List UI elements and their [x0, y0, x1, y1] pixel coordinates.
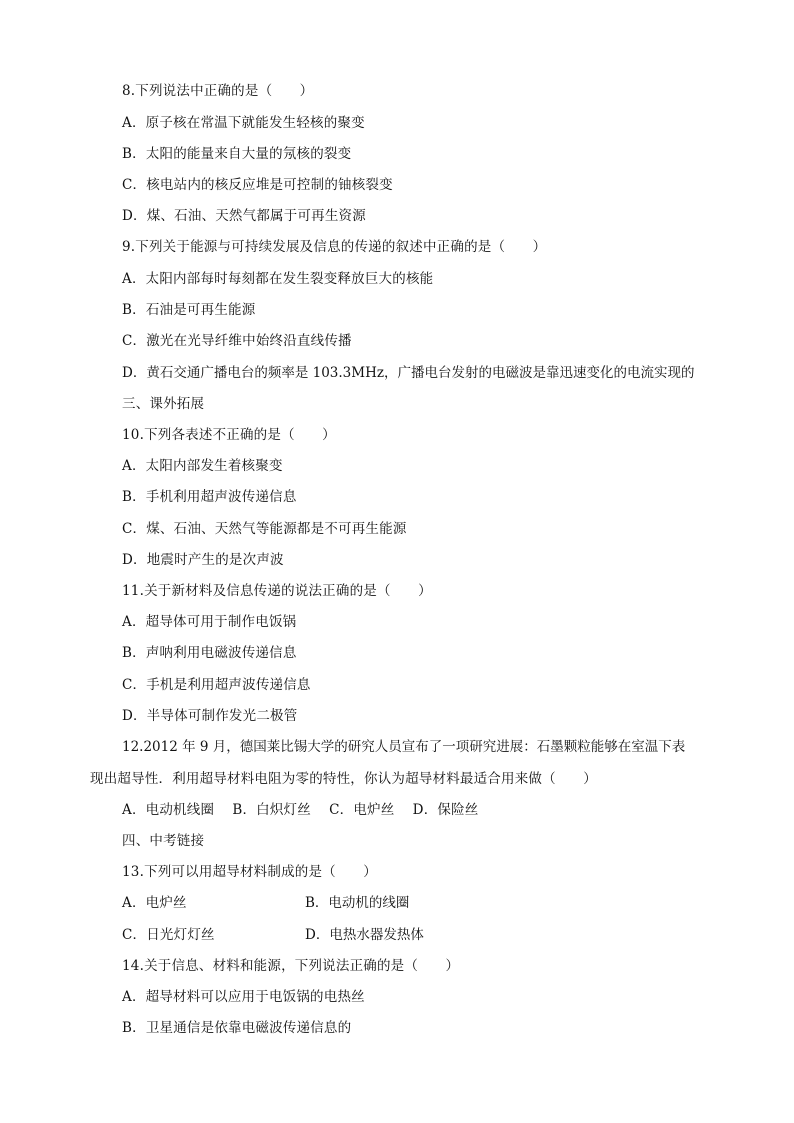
question-8-option-d: D．煤、石油、天然气都属于可再生资源: [122, 208, 366, 224]
question-13-option-c: C．日光灯灯丝: [122, 927, 215, 943]
section-3-heading: 三、课外拓展: [122, 396, 205, 412]
question-13-stem: 13.下列可以用超导材料制成的是（ ）: [122, 864, 377, 880]
section-4-heading: 四、中考链接: [122, 833, 205, 849]
question-14-option-a: A．超导材料可以应用于电饭锅的电热丝: [122, 989, 365, 1005]
question-8-stem: 8.下列说法中正确的是（ ）: [122, 83, 314, 99]
question-10-option-c: C．煤、石油、天然气等能源都是不可再生能源: [122, 521, 407, 537]
question-14-stem: 14.关于信息、材料和能源，下列说法正确的是（ ）: [122, 958, 460, 974]
question-12-stem-line-1: 12.2012 年 9 月，德国莱比锡大学的研究人员宣布了一项研究进展：石墨颗粒能够在室温下表: [122, 739, 686, 755]
question-8-option-a: A．原子核在常温下就能发生轻核的聚变: [122, 115, 365, 131]
question-11-option-a: A．超导体可用于制作电饭锅: [122, 614, 297, 630]
question-8-option-c: C．核电站内的核反应堆是可控制的铀核裂变: [122, 177, 393, 193]
question-12-stem-line-2: 现出超导性．利用超导材料电阻为零的特性，你认为超导材料最适合用来做（ ）: [90, 771, 597, 787]
question-14-option-b: B．卫星通信是依靠电磁波传递信息的: [122, 1020, 352, 1036]
question-9-stem: 9.下列关于能源与可持续发展及信息的传递的叙述中正确的是（ ）: [122, 239, 547, 255]
question-10-option-d: D．地震时产生的是次声波: [122, 552, 284, 568]
question-11-option-d: D．半导体可制作发光二极管: [122, 708, 298, 724]
question-8-option-b: B．太阳的能量来自大量的氖核的裂变: [122, 146, 352, 162]
question-13-option-a: A．电炉丝: [122, 895, 187, 911]
question-13-option-b: B．电动机的线圈: [305, 895, 410, 911]
question-11-stem: 11.关于新材料及信息传递的说法正确的是（ ）: [122, 583, 432, 599]
question-13-option-d: D．电热水器发热体: [305, 927, 424, 943]
question-11-option-b: B．声呐利用电磁波传递信息: [122, 645, 297, 661]
question-10-option-b: B．手机利用超声波传递信息: [122, 489, 297, 505]
question-9-option-c: C．激光在光导纤维中始终沿直线传播: [122, 333, 352, 349]
question-10-stem: 10.下列各表述不正确的是（ ）: [122, 427, 336, 443]
question-10-option-a: A．太阳内部发生着核聚变: [122, 458, 283, 474]
question-11-option-c: C．手机是利用超声波传递信息: [122, 677, 311, 693]
question-12-options: A．电动机线圈 B．白炽灯丝 C．电炉丝 D．保险丝: [122, 802, 479, 818]
question-9-option-b: B．石油是可再生能源: [122, 302, 256, 318]
question-9-option-d: D．黄石交通广播电台的频率是 103.3MHz，广播电台发射的电磁波是靠迅速变化的电流实现的: [122, 365, 695, 381]
question-9-option-a: A．太阳内部每时每刻都在发生裂变释放巨大的核能: [122, 271, 434, 287]
